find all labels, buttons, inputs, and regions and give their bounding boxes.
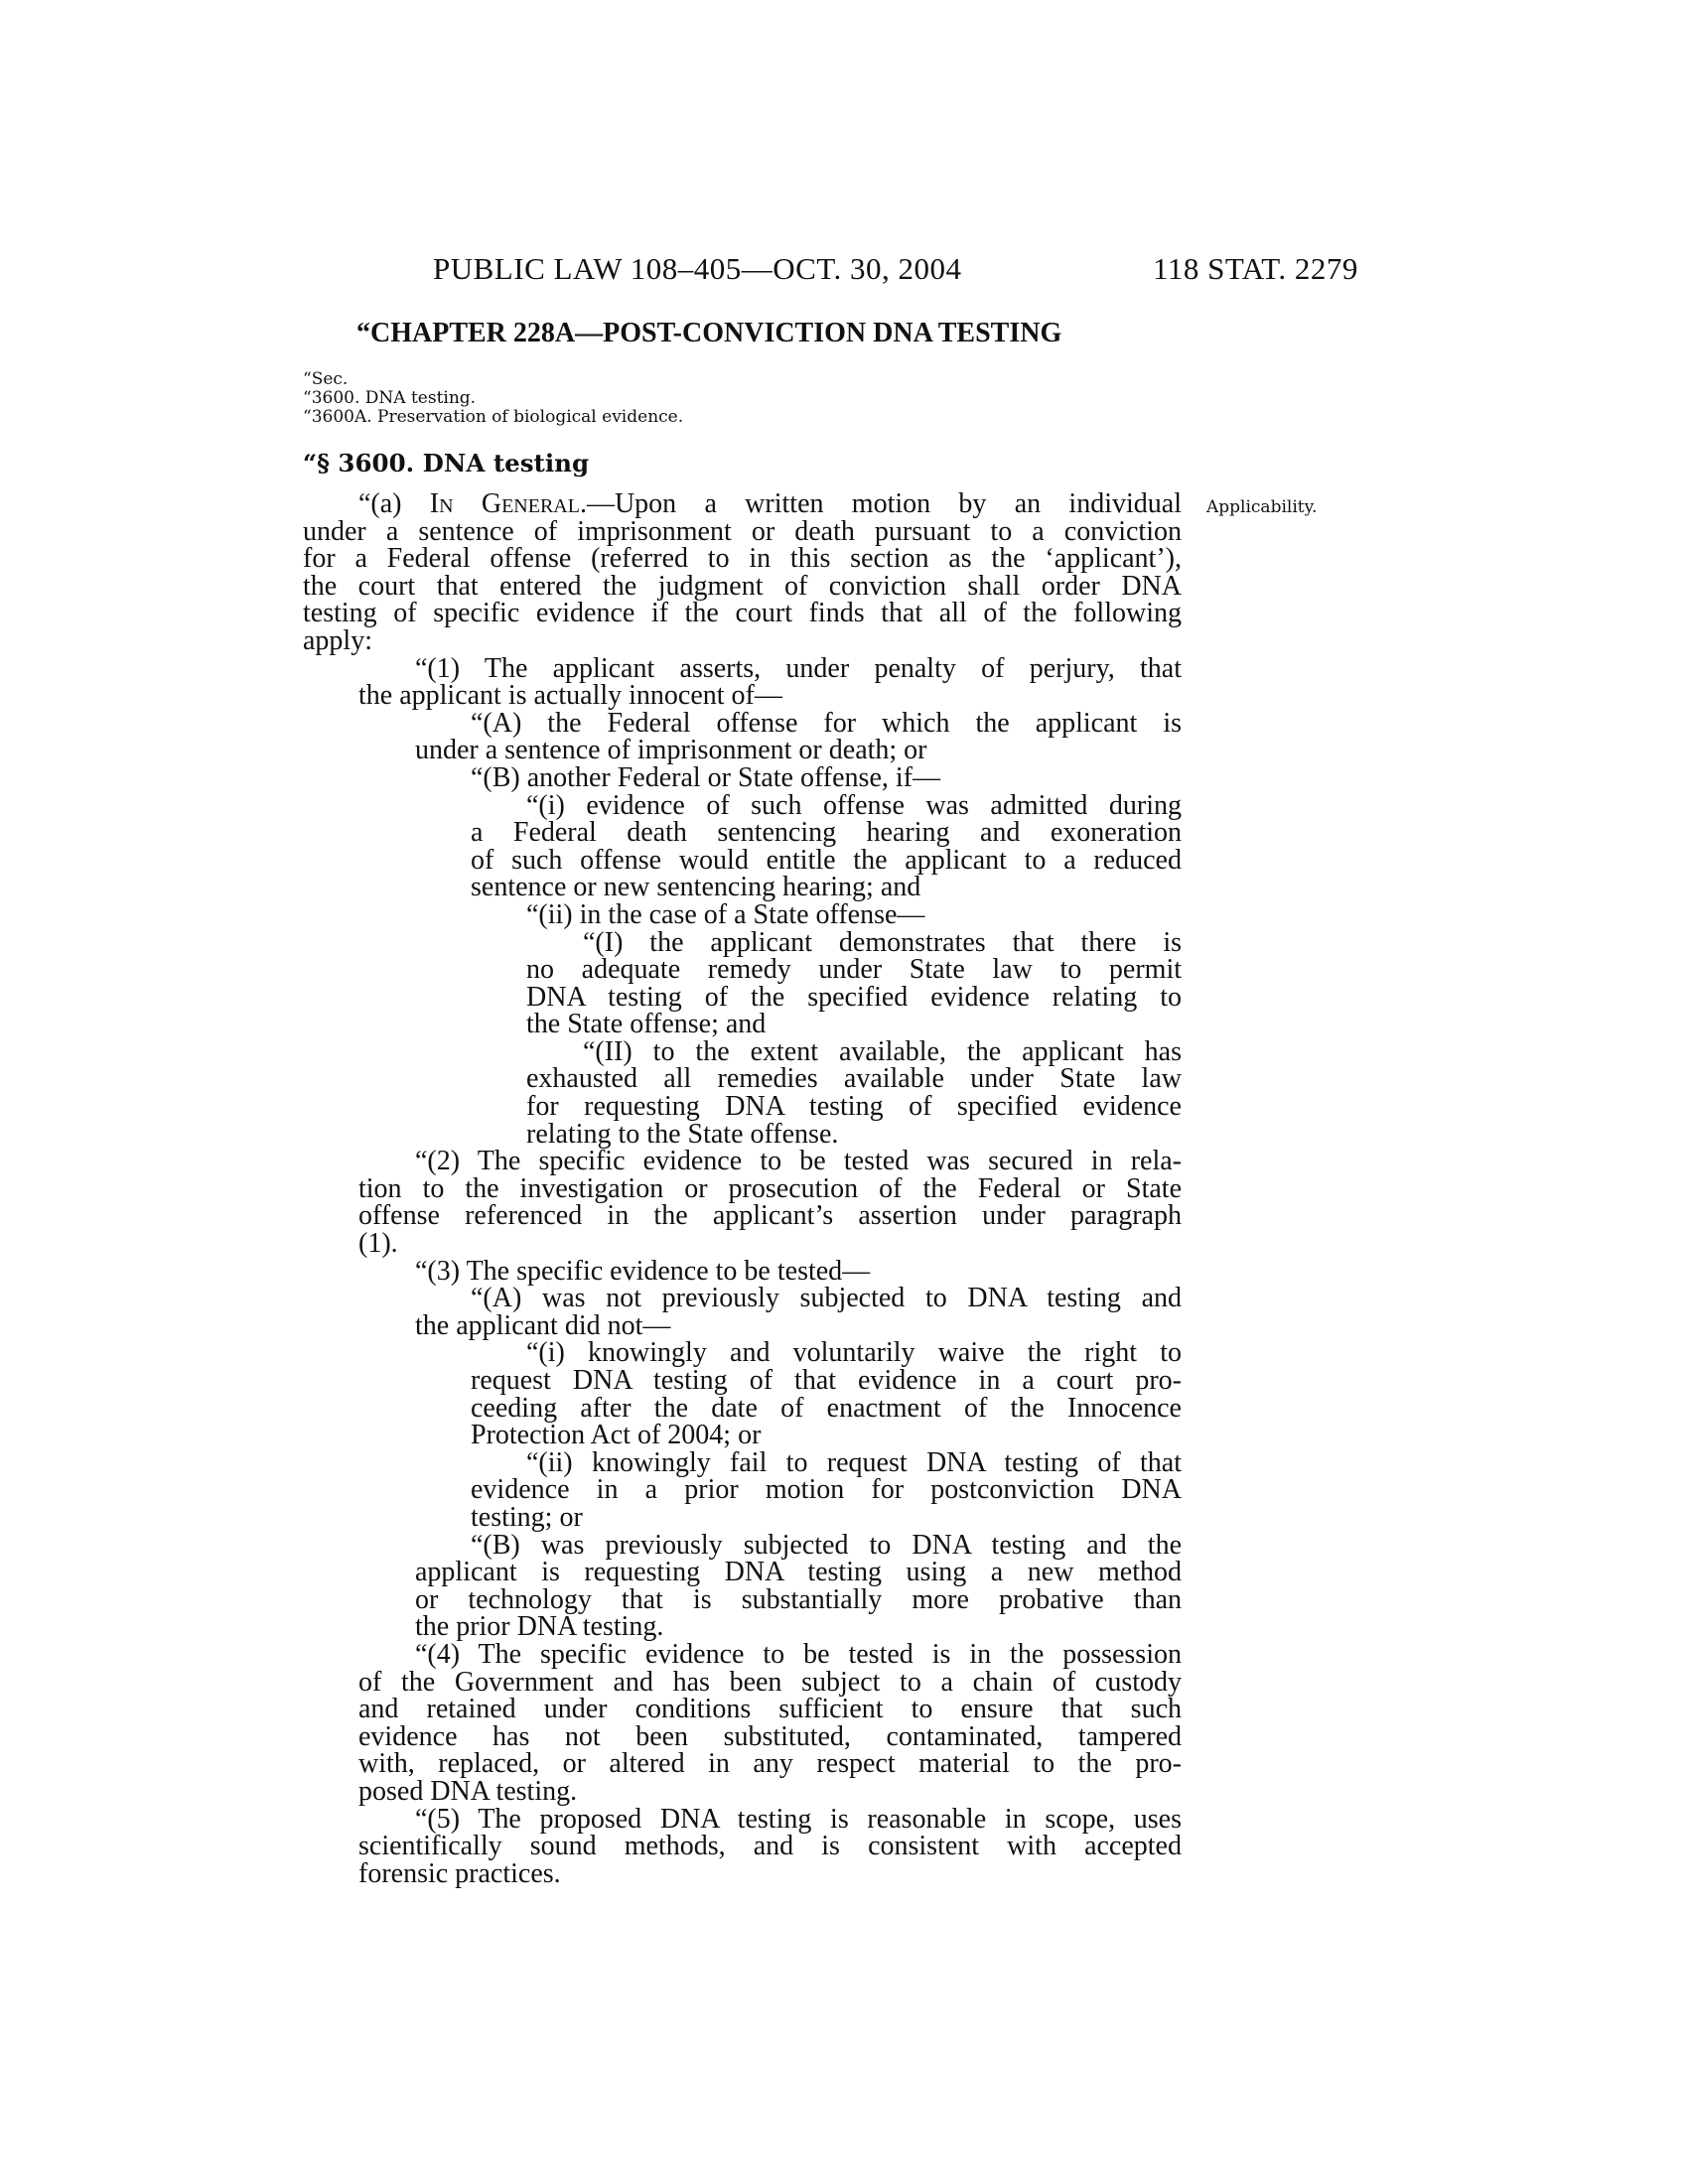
running-head: PUBLIC LAW 108–405—OCT. 30, 2004 (433, 251, 962, 286)
toc-item: “3600. DNA testing. (303, 388, 477, 408)
text-line: of such offense would entitle the applicant to a reduced (471, 844, 1182, 876)
text-line: “(1) The applicant asserts, under penalty of perjury, that (415, 652, 1182, 684)
text-line: “(5) The proposed DNA testing is reasonable in scope, uses (415, 1803, 1182, 1835)
body-text (303, 490, 1182, 1887)
text-line: scientifically sound methods, and is consistent with accepted (358, 1831, 1182, 1862)
text-line: tion to the investigation or prosecution of the Federal or State (358, 1172, 1182, 1204)
text-line: evidence in a prior motion for postconviction DNA (471, 1474, 1182, 1506)
text-line: “(A) was not previously subjected to DNA testing and (471, 1283, 1182, 1314)
toc-item: “3600A. Preservation of biological evidence. (303, 407, 684, 427)
toc-heading: “Sec. (303, 369, 349, 389)
text-line: or technology that is substantially more probative than (415, 1583, 1182, 1615)
section-heading: “§ 3600. DNA testing (303, 449, 590, 478)
text-line: “(I) the applicant demonstrates that there is (583, 926, 1182, 958)
text-line: “(B) was previously subjected to DNA testing and the (471, 1529, 1182, 1561)
text-line: Protection Act of 2004; or (471, 1420, 762, 1451)
text-line: for requesting DNA testing of specified evidence (526, 1091, 1182, 1123)
text-line: “(a) In General.—Upon a written motion by an individual (358, 488, 1182, 519)
side-note: Applicability. (1206, 497, 1318, 517)
text-line: “(3) The specific evidence to be tested— (415, 1255, 871, 1287)
text-line: evidence has not been substituted, contaminated, tampered (358, 1720, 1182, 1752)
text-line: “(i) knowingly and voluntarily waive the right to (526, 1337, 1182, 1369)
text-line: ceeding after the date of enactment of the Innocence (471, 1392, 1182, 1424)
text-line: and retained under conditions sufficient to ensure that such (358, 1694, 1182, 1725)
text-line: “(A) the Federal offense for which the applicant is (471, 707, 1182, 739)
text-line: a Federal death sentencing hearing and exoneration (471, 817, 1182, 849)
text-line: apply: (303, 624, 372, 656)
text-line: testing; or (471, 1501, 583, 1533)
statute-page-number: 118 STAT. 2279 (1153, 251, 1358, 286)
text-line: sentence or new sentencing hearing; and (471, 872, 921, 903)
text-line: no adequate remedy under State law to permit (526, 954, 1182, 986)
text-line: offense referenced in the applicant’s assertion under paragraph (358, 1200, 1182, 1232)
text-line: “(ii) knowingly fail to request DNA testing of that (526, 1446, 1182, 1478)
text-line: of the Government and has been subject to a chain of custody (358, 1666, 1182, 1698)
text-line: under a sentence of imprisonment or death pursuant to a conviction (303, 515, 1182, 547)
text-line: the court that entered the judgment of conviction shall order DNA (303, 570, 1182, 602)
text-line: posed DNA testing. (358, 1775, 578, 1807)
text-line: request DNA testing of that evidence in a court pro- (471, 1365, 1182, 1396)
text-line: “(II) to the extent available, the applicant has (583, 1035, 1182, 1067)
text-line: applicant is requesting DNA testing using a new method (415, 1557, 1182, 1588)
text-line: the prior DNA testing. (415, 1611, 664, 1643)
text-line: “(2) The specific evidence to be tested was secured in rela- (415, 1146, 1182, 1177)
text-line: DNA testing of the specified evidence relating to (526, 981, 1182, 1013)
text-line: forensic practices. (358, 1857, 561, 1889)
text-line: “(i) evidence of such offense was admitted during (526, 789, 1182, 821)
text-line: “(4) The specific evidence to be tested is in the possession (415, 1638, 1182, 1670)
chapter-title: “CHAPTER 228A—POST-CONVICTION DNA TESTING (356, 318, 1062, 348)
text-line: relating to the State offense. (526, 1118, 839, 1150)
text-line: the State offense; and (526, 1009, 767, 1040)
text-line: the applicant is actually innocent of— (358, 680, 782, 712)
text-line: with, replaced, or altered in any respect material to the pro- (358, 1748, 1182, 1780)
text-line: under a sentence of imprisonment or death; or (415, 735, 927, 766)
text-line: “(B) another Federal or State offense, if— (471, 761, 940, 793)
text-line: testing of specific evidence if the court finds that all of the following (303, 598, 1182, 629)
text-line: exhausted all remedies available under State law (526, 1063, 1182, 1095)
text-line: the applicant did not— (415, 1309, 671, 1341)
text-line: “(ii) in the case of a State offense— (526, 898, 925, 930)
text-line: (1). (358, 1228, 398, 1260)
text-line: for a Federal offense (referred to in this section as the ‘applicant’), (303, 543, 1182, 575)
